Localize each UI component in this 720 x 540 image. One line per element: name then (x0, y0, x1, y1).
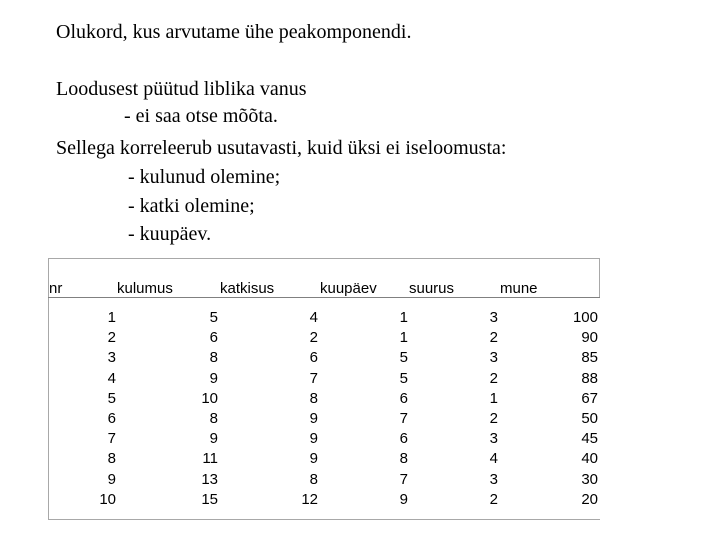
table-row (48, 490, 600, 510)
table-cell-mune: 30 (581, 470, 598, 488)
table-cell-kuupaev: 7 (399, 470, 408, 488)
table-border-right (599, 258, 600, 298)
table-cell-nr: 9 (107, 470, 116, 488)
text-line-broken: - katki olemine; (128, 195, 255, 217)
table-cell-mune: 40 (581, 450, 598, 468)
table-row (48, 429, 600, 449)
table-cell-mune: 100 (572, 309, 598, 326)
table-row (48, 328, 600, 348)
table-cell-suurus: 3 (489, 470, 498, 488)
table-cell-suurus: 2 (489, 410, 498, 427)
table-cell-kulumus: 15 (201, 490, 218, 508)
table-cell-kulumus: 6 (209, 329, 218, 347)
table-cell-mune: 90 (581, 329, 598, 347)
table-cell-kuupaev: 5 (399, 349, 408, 367)
table-cell-katkisus: 6 (309, 349, 318, 367)
table-row (48, 449, 600, 469)
column-header-kuupaev: kuupäev (320, 280, 377, 297)
table-cell-suurus: 1 (489, 389, 498, 407)
table-row (48, 348, 600, 368)
table-cell-katkisus: 9 (309, 410, 318, 427)
table-cell-katkisus: 9 (309, 430, 318, 448)
table-cell-nr: 5 (107, 389, 116, 407)
table-cell-suurus: 4 (489, 450, 498, 468)
table-cell-nr: 4 (107, 369, 116, 387)
table-cell-mune: 20 (581, 490, 598, 508)
table-cell-kulumus: 10 (201, 389, 218, 407)
table-cell-kuupaev: 7 (399, 410, 408, 427)
table-cell-kuupaev: 6 (399, 389, 408, 407)
table-cell-katkisus: 12 (301, 490, 318, 508)
table-cell-suurus: 3 (489, 430, 498, 448)
data-table (48, 258, 600, 520)
table-cell-katkisus: 2 (309, 329, 318, 347)
table-cell-mune: 67 (581, 389, 598, 407)
table-cell-mune: 88 (581, 369, 598, 387)
column-header-katkisus: katkisus (220, 280, 275, 297)
intro-heading: Olukord, kus arvutame ühe peakomponendi. (56, 21, 412, 43)
table-cell-nr: 10 (99, 490, 116, 508)
table-cell-suurus: 2 (489, 369, 498, 387)
table-cell-kuupaev: 1 (399, 309, 408, 326)
table-cell-suurus: 3 (489, 349, 498, 367)
text-line-date: - kuupäev. (128, 223, 212, 245)
table-cell-kuupaev: 9 (399, 490, 408, 508)
table-cell-nr: 1 (107, 309, 116, 326)
text-line-cannot-measure: - ei saa otse mõõta. (124, 105, 278, 127)
table-cell-nr: 2 (107, 329, 116, 347)
table-cell-nr: 7 (107, 430, 116, 448)
table-cell-katkisus: 8 (309, 389, 318, 407)
column-header-suurus: suurus (409, 280, 455, 297)
table-cell-kuupaev: 8 (399, 450, 408, 468)
table-row (48, 409, 600, 429)
table-cell-katkisus: 7 (309, 369, 318, 387)
table-row (48, 470, 600, 490)
table-border-top (48, 258, 600, 259)
column-header-mune: mune (500, 280, 538, 297)
table-cell-nr: 6 (107, 410, 116, 427)
table-cell-kuupaev: 5 (399, 369, 408, 387)
table-cell-nr: 8 (107, 450, 116, 468)
table-cell-suurus: 2 (489, 329, 498, 347)
table-cell-kulumus: 5 (209, 309, 218, 326)
table-cell-katkisus: 8 (309, 470, 318, 488)
table-cell-kuupaev: 6 (399, 430, 408, 448)
table-cell-kulumus: 13 (201, 470, 218, 488)
table-row (48, 308, 600, 328)
table-cell-kulumus: 8 (209, 349, 218, 367)
table-cell-katkisus: 9 (309, 450, 318, 468)
table-row (48, 369, 600, 389)
table-cell-katkisus: 4 (309, 309, 318, 326)
header-divider (48, 297, 600, 298)
table-cell-suurus: 2 (489, 490, 498, 508)
table-cell-kulumus: 9 (209, 369, 218, 387)
table-cell-kulumus: 9 (209, 430, 218, 448)
column-header-kulumus: kulumus (117, 280, 173, 297)
text-line-correlates: Sellega korreleerub usutavasti, kuid üksi ei iseloomusta: (56, 137, 507, 159)
table-cell-mune: 45 (581, 430, 598, 448)
text-line-worn: - kulunud olemine; (128, 166, 281, 188)
table-cell-nr: 3 (107, 349, 116, 367)
column-header-nr: nr (49, 280, 63, 297)
table-border-bottom (48, 519, 600, 520)
table-cell-kulumus: 11 (202, 450, 218, 468)
table-cell-mune: 50 (581, 410, 598, 427)
text-line-butterfly-age: Loodusest püütud liblika vanus (56, 78, 307, 100)
table-cell-kulumus: 8 (209, 410, 218, 427)
table-row (48, 389, 600, 409)
table-cell-suurus: 3 (489, 309, 498, 326)
table-cell-kuupaev: 1 (399, 329, 408, 347)
table-cell-mune: 85 (581, 349, 598, 367)
